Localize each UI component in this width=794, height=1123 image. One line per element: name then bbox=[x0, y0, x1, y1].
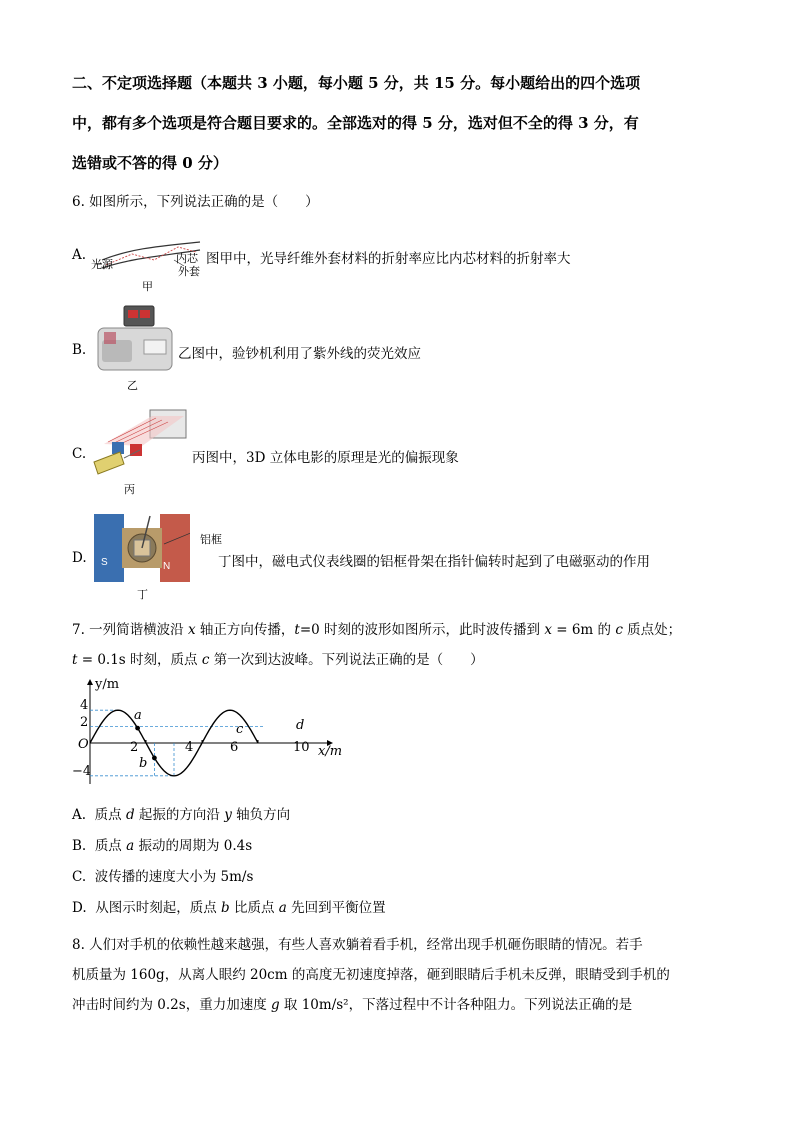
wave-x-label: x/m bbox=[318, 744, 343, 759]
q8-line2: 机质量为 160g，从离人眼约 20cm 的高度无初速度掉落，砸到眼睛后手机未反弹，眼睛受到手机的 bbox=[72, 967, 670, 983]
q7-option-d: D. 从图示时刻起，质点 b 比质点 a 先回到平衡位置 bbox=[72, 900, 386, 916]
q6-option-a-letter: A. bbox=[72, 247, 87, 263]
fiber-label-core: 内芯 bbox=[176, 252, 198, 265]
section-heading-line2: 中，都有多个选项是符合题目要求的。全部选对的得 5 分，选对但不全的得 3 分，有 bbox=[72, 114, 639, 132]
wave-xtick-4: 4 bbox=[185, 740, 194, 755]
wave-y-label: y/m bbox=[95, 677, 120, 692]
galvanometer-figure bbox=[94, 514, 190, 582]
wave-ytick-neg4: −4 bbox=[72, 764, 92, 779]
q6-option-d-text: 丁图中，磁电式仪表线圈的铝框骨架在指针偏转时起到了电磁驱动的作用 bbox=[218, 554, 650, 570]
wave-xtick-10: 10 bbox=[293, 740, 310, 755]
fiber-label-source: 光源 bbox=[91, 258, 113, 271]
q6-option-d-letter: D. bbox=[72, 550, 87, 566]
3d-projector-figure bbox=[90, 404, 190, 480]
wave-ytick-4: 4 bbox=[80, 698, 89, 713]
section-heading-line3: 选错或不答的得 0 分） bbox=[72, 154, 228, 172]
q7-option-c: C. 波传播的速度大小为 5m/s bbox=[72, 869, 254, 885]
wave-graph bbox=[70, 676, 350, 788]
wave-xtick-6: 6 bbox=[230, 740, 239, 755]
q8-line1: 8. 人们对手机的依赖性越来越强，有些人喜欢躺着看手机，经常出现手机砸伤眼睛的情况。若手 bbox=[72, 937, 643, 953]
wave-point-d-label: d bbox=[296, 718, 305, 733]
q6-option-d-caption: 丁 bbox=[137, 588, 148, 601]
q7-option-a: A. 质点 d 起振的方向沿 y 轴负方向 bbox=[72, 807, 291, 823]
q6-option-c-text: 丙图中，3D 立体电影的原理是光的偏振现象 bbox=[192, 450, 459, 466]
q6-option-a-caption: 甲 bbox=[142, 280, 153, 293]
q6-option-b-text: 乙图中，验钞机利用了紫外线的荧光效应 bbox=[178, 346, 421, 362]
q6-option-b-caption: 乙 bbox=[127, 379, 138, 392]
fiber-label-cladding: 外套 bbox=[178, 265, 200, 278]
money-counter-figure bbox=[94, 300, 176, 374]
q6-option-b-letter: B. bbox=[72, 342, 87, 358]
wave-point-b bbox=[152, 755, 157, 760]
wave-origin: O bbox=[78, 737, 89, 752]
q7-stem-line1: 7. 一列简谐横波沿 x 轴正方向传播，t=0 时刻的波形如图所示，此时波传播到 x = 6m 的 c 质点处； bbox=[72, 622, 682, 638]
q7-option-b: B. 质点 a 振动的周期为 0.4s bbox=[72, 838, 253, 854]
magnet-label-n: N bbox=[163, 561, 171, 572]
q8-line3: 冲击时间约为 0.2s，重力加速度 g 取 10m/s²，下落过程中不计各种阻力。下列说法正确的是 bbox=[72, 997, 633, 1013]
section-heading-line1: 二、不定项选择题（本题共 3 小题，每小题 5 分，共 15 分。每小题给出的四个选项 bbox=[72, 74, 641, 92]
wave-ytick-2: 2 bbox=[80, 715, 89, 730]
q7-stem-line2: t = 0.1s 时刻，质点 c 第一次到达波峰。下列说法正确的是（ ） bbox=[72, 652, 484, 668]
wave-point-a bbox=[135, 726, 140, 731]
wave-point-c-label: c bbox=[236, 722, 244, 737]
q6-option-c-caption: 丙 bbox=[124, 483, 135, 496]
wave-point-a-label: a bbox=[134, 708, 142, 723]
q6-option-c-letter: C. bbox=[72, 446, 87, 462]
magnet-label-s: S bbox=[101, 557, 108, 568]
wave-xtick-2: 2 bbox=[130, 740, 139, 755]
q6-stem: 6. 如图所示，下列说法正确的是（ ） bbox=[72, 194, 319, 210]
galvanometer-label-frame: 铝框 bbox=[200, 533, 222, 546]
q6-option-a-text: 图甲中，光导纤维外套材料的折射率应比内芯材料的折射率大 bbox=[206, 251, 571, 267]
wave-point-b-label: b bbox=[139, 756, 148, 771]
